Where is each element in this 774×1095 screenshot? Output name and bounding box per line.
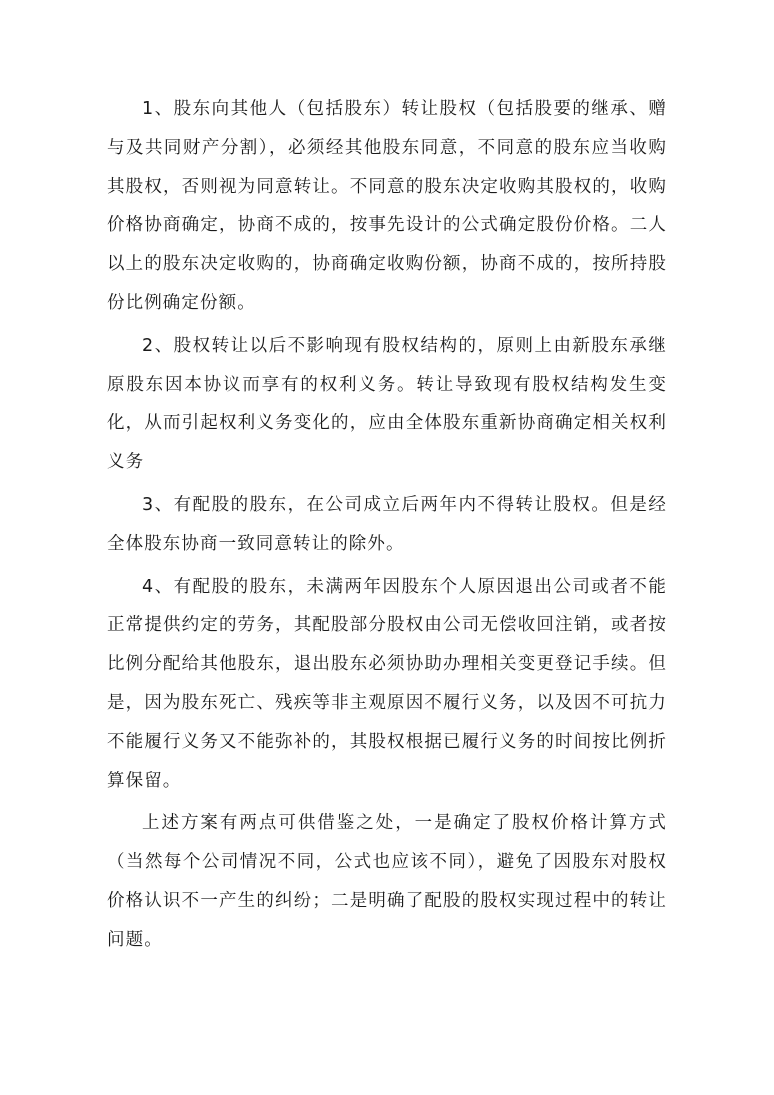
- paragraph-summary: 上述方案有两点可供借鉴之处，一是确定了股权价格计算方式（当然每个公司情况不同，公式也应该不同），避免了因股东对股权价格认识不一产生的纠纷；二是明确了配股的股权实现过程中的转让问题。: [107, 813, 667, 950]
- paragraph-allotment-exit: 4、有配股的股东，未满两年因股东个人原因退出公司或者不能正常提供约定的劳务，其配股部分股权由公司无偿收回注销，或者按比例分配给其他股东，退出股东必须协助办理相关变更登记手续。但是，因为股东死亡、残疾等非主观原因不履行义务，以及因不可抗力不能履行义务又不能弥补的，其股权根据已履行义务的时间按比例折算保留。: [107, 576, 667, 791]
- document-body: [107, 90, 667, 964]
- paragraph-transfer-structure: 2、股权转让以后不影响现有股权结构的，原则上由新股东承继原股东因本协议而享有的权利义务。转让导致现有股权结构发生变化，从而引起权利义务变化的，应由全体股东重新协商确定相关权利义务: [107, 335, 667, 473]
- paragraph-share-transfer-to-others: 1、股东向其他人（包括股东）转让股权（包括股要的继承、赠与及共同财产分割），必须经其他股东同意，不同意的股东应当收购其股权，否则视为同意转让。不同意的股东决定收购其股权的，收购价格协商确定，协商不成的，按事先设计的公式确定股份价格。二人以上的股东决定收购的，协商确定收购份额，协商不成的，按所持股份比例确定份额。: [107, 99, 667, 313]
- paragraph-allotment-lockup: 3、有配股的股东，在公司成立后两年内不得转让股权。但是经全体股东协商一致同意转让的除外。: [107, 494, 667, 554]
